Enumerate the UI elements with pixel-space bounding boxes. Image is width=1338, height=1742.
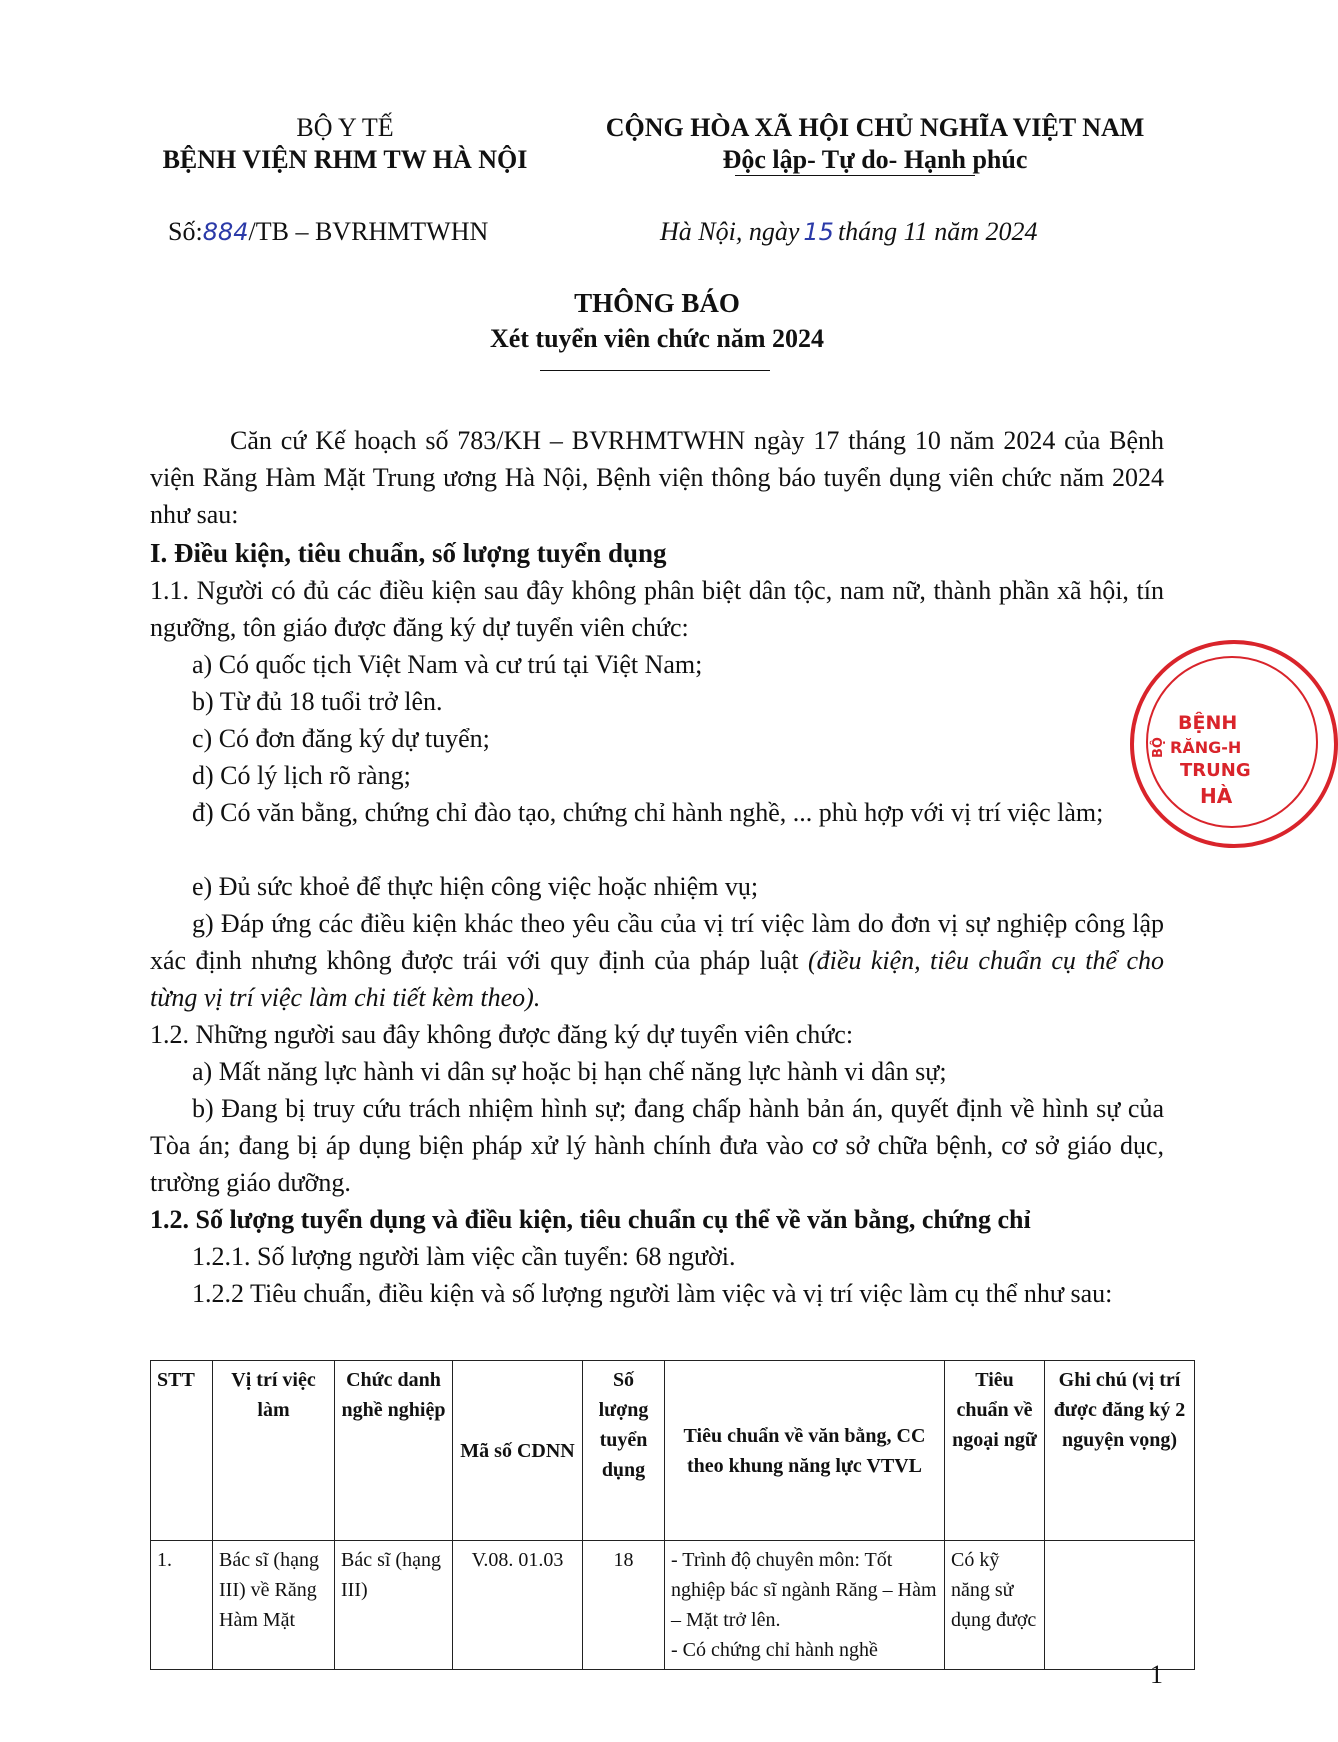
criteria-line-1: - Trình độ chuyên môn: Tốt nghiệp bác sĩ ngành Răng – Hàm – Mặt trở lên. (671, 1549, 937, 1631)
condition-g-note: (điều kiện, tiêu chuẩn cụ thể cho từng vị trí việc làm chi tiết kèm theo). (150, 946, 1164, 1012)
header-title: Chức danh nghề nghiệp (335, 1361, 453, 1541)
stamp-line-1: BỆNH (1178, 712, 1238, 734)
title-main: THÔNG BÁO (574, 288, 740, 318)
cell-language: Có kỹ năng sử dụng được (945, 1541, 1045, 1670)
header-criteria: Tiêu chuẩn về văn bằng, CC theo khung năng lực VTVL (665, 1361, 945, 1541)
doc-number-suffix: /TB – BVRHMTWHN (248, 217, 489, 246)
subsection-heading: 1.2. Số lượng tuyển dụng và điều kiện, tiêu chuẩn cụ thể về văn bằng, chứng chỉ (150, 1205, 1031, 1234)
document-number (168, 213, 488, 251)
condition-d: d) Có lý lịch rõ ràng; (192, 761, 411, 790)
header-code: Mã số CDNN (453, 1361, 583, 1541)
motto: Độc lập- Tự do- Hạnh phúc (722, 145, 1028, 174)
title-sub: Xét tuyển viên chức năm 2024 (489, 324, 825, 353)
intro-paragraph: Căn cứ Kế hoạch số 783/KH – BVRHMTWHN ngày 17 tháng 10 năm 2024 của Bệnh viện Răng Hàm Mặt Trung ương Hà Nội, Bệnh viện thông báo tuyển dụng viên chức năm 2024 như sau: (150, 426, 1164, 529)
page-number: 1 (1150, 1660, 1163, 1689)
table-row (151, 1541, 1195, 1670)
cell-quantity: 18 (583, 1541, 665, 1670)
exclusion-a: a) Mất năng lực hành vi dân sự hoặc bị hạn chế năng lực hành vi dân sự; (192, 1057, 947, 1086)
place-date-suffix: tháng 11 năm 2024 (837, 217, 1038, 246)
paragraph-1-2: 1.2. Những người sau đây không được đăng ký dự tuyển viên chức: (150, 1020, 854, 1049)
header-language: Tiêu chuẩn về ngoại ngữ (945, 1361, 1045, 1541)
ministry-name: BỘ Y TẾ (296, 113, 394, 142)
cell-title: Bác sĩ (hạng III) (335, 1541, 453, 1670)
handwritten-day: 15 (803, 218, 834, 246)
header-note: Ghi chú (vị trí được đăng ký 2 nguyện vọng) (1045, 1361, 1195, 1541)
section-heading: I. Điều kiện, tiêu chuẩn, số lượng tuyển dụng (150, 538, 667, 568)
condition-g-text: g) Đáp ứng các điều kiện khác theo yêu cầu của vị trí việc làm do đơn vị sự nghiệp công lập xác định nhưng không được trái với quy định của pháp luật (150, 909, 1164, 975)
doc-number-prefix: Số: (168, 217, 203, 246)
condition-b: b) Từ đủ 18 tuổi trở lên. (192, 687, 443, 716)
condition-e: e) Đủ sức khoẻ để thực hiện công việc hoặc nhiệm vụ; (192, 872, 759, 901)
header-stt: STT (151, 1361, 213, 1541)
condition-dd: đ) Có văn bằng, chứng chỉ đào tạo, chứng chỉ hành nghề, ... phù hợp với vị trí việc làm; (192, 798, 1104, 827)
stamp-line-2: RĂNG-H (1170, 738, 1242, 757)
paragraph-1-2-2: 1.2.2 Tiêu chuẩn, điều kiện và số lượng người làm việc và vị trí việc làm cụ thể như sau: (192, 1279, 1113, 1308)
criteria-line-2: - Có chứng chỉ hành nghề (671, 1639, 878, 1661)
official-stamp (1130, 640, 1338, 848)
cell-note (1045, 1541, 1195, 1670)
national-heading (590, 112, 1160, 176)
motto-underline (735, 175, 975, 176)
cell-code: V.08. 01.03 (453, 1541, 583, 1670)
place-date-prefix: Hà Nội, ngày (660, 217, 800, 246)
condition-c: c) Có đơn đăng ký dự tuyển; (192, 724, 490, 753)
paragraph-1-2-1: 1.2.1. Số lượng người làm việc cần tuyển: 68 người. (192, 1242, 736, 1271)
document-title (150, 285, 1164, 357)
stamp-side-text: BỘ (1150, 737, 1166, 758)
hospital-name: BỆNH VIỆN RHM TW HÀ NỘI (162, 145, 528, 174)
cell-position: Bác sĩ (hạng III) về Răng Hàm Mặt (213, 1541, 335, 1670)
title-underline (540, 370, 770, 371)
stamp-line-3: TRUNG (1180, 760, 1251, 781)
cell-stt: 1. (151, 1541, 213, 1670)
condition-g (150, 905, 1164, 1016)
header-position: Vị trí việc làm (213, 1361, 335, 1541)
condition-a: a) Có quốc tịch Việt Nam và cư trú tại Việt Nam; (192, 650, 703, 679)
stamp-line-4: HÀ (1200, 784, 1233, 808)
place-date (660, 213, 1038, 251)
table-header-row (151, 1361, 1195, 1541)
issuer-block (150, 112, 540, 176)
exclusion-b: b) Đang bị truy cứu trách nhiệm hình sự; đang chấp hành bản án, quyết định về hình sự của Tòa án; đang bị áp dụng biện pháp xử lý hành chính đưa vào cơ sở chữa bệnh, cơ sở giáo dục, trường giáo dưỡng. (150, 1094, 1164, 1197)
header-quantity: Số lượng tuyển dụng (583, 1361, 665, 1541)
cell-criteria (665, 1541, 945, 1670)
paragraph-1-1: 1.1. Người có đủ các điều kiện sau đây không phân biệt dân tộc, nam nữ, thành phần xã hội, tín ngưỡng, tôn giáo được đăng ký dự tuyển viên chức: (150, 576, 1164, 642)
handwritten-number: 884 (202, 218, 249, 246)
country-name: CỘNG HÒA XÃ HỘI CHỦ NGHĨA VIỆT NAM (605, 113, 1145, 142)
recruitment-table (150, 1360, 1195, 1670)
